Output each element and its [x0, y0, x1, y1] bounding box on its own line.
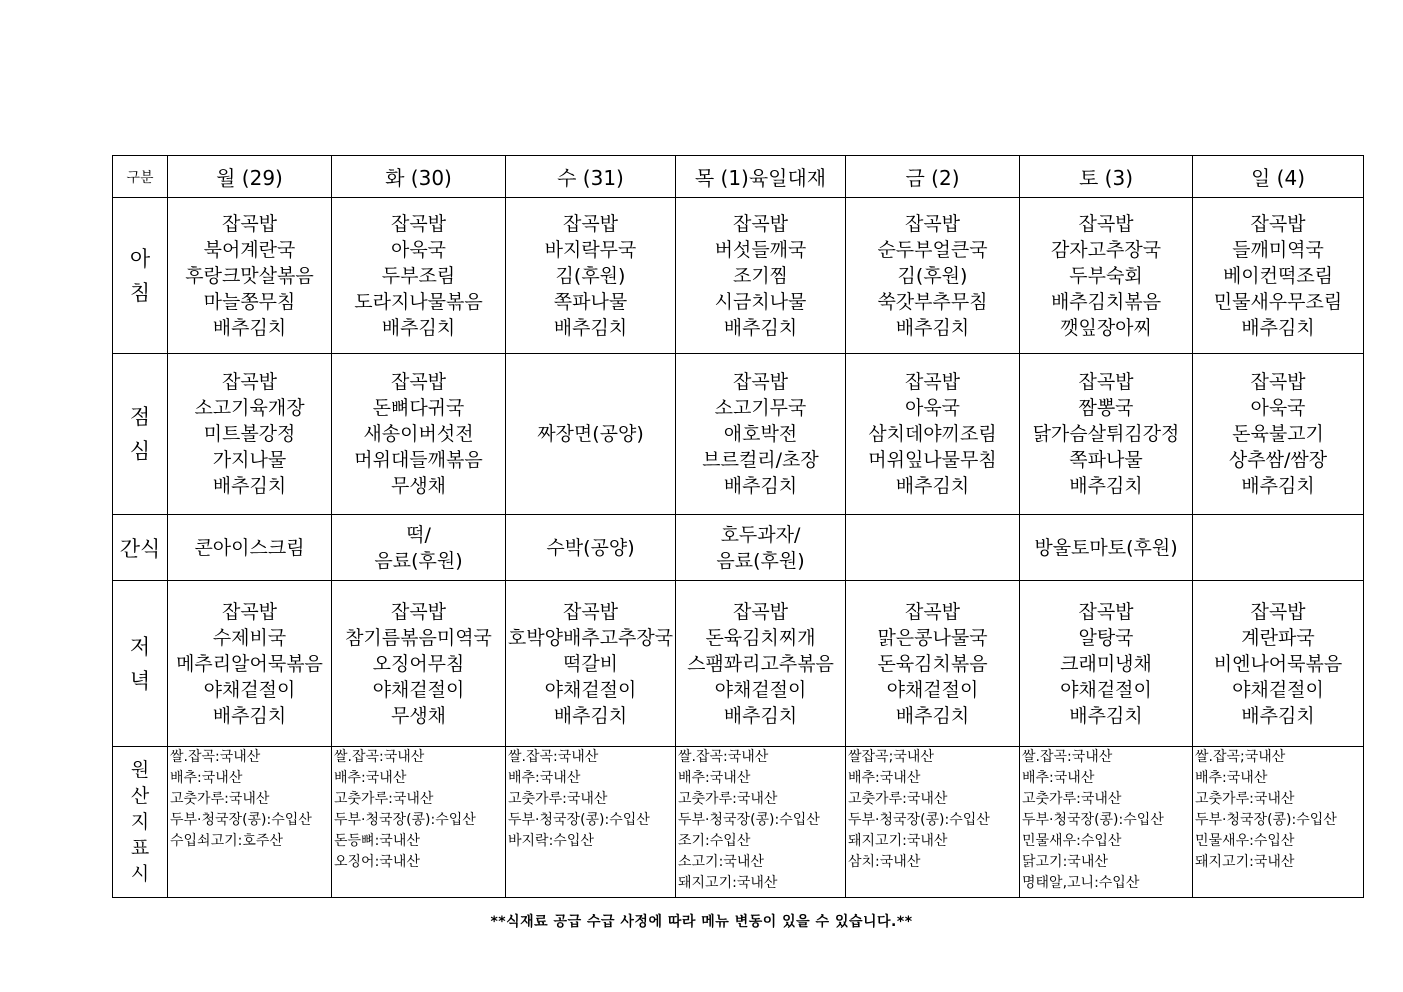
menu-item: 잡곡밥 [221, 212, 278, 235]
menu-item: 배추김치 [895, 316, 970, 339]
breakfast-cell [1020, 198, 1193, 354]
origin-item: 쌀.잡곡:국내산 [1022, 749, 1113, 765]
menu-item: 짬뽕국 [1078, 397, 1134, 419]
dinner-cell [676, 581, 846, 747]
menu-item: 메추리알어묵볶음 [176, 652, 323, 675]
menu-item: 떡/ [406, 523, 431, 546]
menu-item: 잡곡밥 [904, 600, 961, 623]
menu-item: 호박양배추고추장국 [507, 626, 674, 649]
origin-item: 고춧가루:국내산 [508, 791, 608, 807]
menu-item: 후랑크맛살볶음 [185, 264, 314, 287]
menu-item: 마늘쫑무침 [203, 290, 296, 313]
menu-item: 도라지나물볶음 [354, 290, 483, 313]
origin-item: 배추:국내산 [1195, 770, 1268, 786]
gubun-label: 구분 [113, 156, 168, 198]
origin-label-5: 시 [130, 863, 150, 885]
origin-item: 고춧가루:국내산 [678, 791, 778, 807]
menu-item: 깻잎장아찌 [1060, 316, 1152, 339]
origin-label [113, 747, 168, 898]
origin-item: 쌀.잡곡:국내산 [334, 749, 425, 765]
breakfast-row [113, 198, 1364, 354]
dinner-cell [506, 581, 676, 747]
footer-note: **식재료 공급 수급 사정에 따라 메뉴 변동이 있을 수 있습니다.** [490, 914, 913, 930]
day-header-mon: 월 (29) [168, 156, 332, 198]
menu-item: 잡곡밥 [904, 212, 961, 235]
menu-item: 음료(후원) [374, 549, 463, 572]
snack-row [113, 515, 1364, 581]
lunch-cell [168, 354, 332, 515]
menu-item: 무생채 [390, 704, 447, 727]
day-header-thu: 목 (1)육일대재 [676, 156, 846, 198]
menu-item: 시금치나물 [714, 290, 807, 313]
menu-item: 잡곡밥 [390, 212, 447, 235]
menu-item: 쪽파나물 [1069, 449, 1143, 471]
menu-item: 배추김치 [895, 475, 970, 497]
dinner-row [113, 581, 1364, 747]
breakfast-label-2: 침 [129, 280, 151, 305]
origin-item: 민물새우:수입산 [1195, 833, 1295, 849]
menu-item: 민물새우무조림 [1213, 290, 1343, 313]
origin-cell [168, 747, 332, 898]
menu-item: 배추김치볶음 [1050, 290, 1162, 313]
breakfast-label-1: 아 [129, 246, 151, 271]
menu-item: 애호박전 [723, 423, 798, 445]
origin-item: 고춧가루:국내산 [1195, 791, 1295, 807]
menu-item: 잡곡밥 [562, 212, 619, 235]
day-header-fri: 금 (2) [846, 156, 1020, 198]
menu-item: 배추김치 [1241, 316, 1315, 339]
origin-label-2: 산 [130, 785, 150, 807]
menu-item: 배추김치 [553, 316, 628, 339]
menu-item: 잡곡밥 [732, 212, 789, 235]
menu-item: 콘아이스크림 [194, 536, 305, 559]
origin-label-4: 표 [130, 837, 150, 859]
menu-item: 무생채 [390, 475, 447, 497]
origin-item: 배추:국내산 [170, 770, 243, 786]
lunch-cell [506, 354, 676, 515]
menu-item: 가지나물 [212, 449, 287, 471]
origin-label-1: 원 [130, 759, 150, 781]
menu-item: 돈육김치찌개 [705, 626, 816, 649]
dinner-cell [846, 581, 1020, 747]
weekly-menu-table [112, 155, 1364, 898]
menu-item: 닭가슴살튀김강정 [1032, 423, 1180, 445]
lunch-label [113, 354, 168, 515]
menu-item: 짜장면(공양) [537, 423, 644, 445]
menu-item: 크래미냉채 [1060, 652, 1152, 675]
origin-item: 삼치:국내산 [848, 854, 921, 870]
menu-item: 방울토마토(후원) [1034, 536, 1178, 559]
origin-cell [332, 747, 506, 898]
origin-item: 고춧가루:국내산 [334, 791, 434, 807]
menu-item: 머위잎나물무침 [868, 449, 997, 471]
origin-item: 배추:국내산 [1022, 770, 1095, 786]
dinner-label-1: 저 [129, 634, 151, 659]
menu-item: 감자고추장국 [1050, 238, 1162, 261]
header-row [113, 156, 1364, 198]
breakfast-label [113, 198, 168, 354]
menu-item: 야채겉절이 [1232, 678, 1324, 701]
menu-item: 돈육김치볶음 [877, 652, 988, 675]
menu-item: 들깨미역국 [1232, 238, 1324, 261]
menu-item: 음료(후원) [716, 549, 805, 572]
menu-item: 삼치데야끼조림 [868, 423, 997, 445]
lunch-label-1: 점 [129, 405, 151, 429]
day-header-tue: 화 (30) [332, 156, 506, 198]
origin-cell [676, 747, 846, 898]
day-header-sun: 일 (4) [1193, 156, 1364, 198]
origin-item: 돼지고기:국내산 [1195, 854, 1295, 870]
origin-item: 배추:국내산 [508, 770, 581, 786]
menu-item: 오징어무침 [372, 652, 465, 675]
day-header-wed: 수 (31) [506, 156, 676, 198]
origin-item: 고춧가루:국내산 [1022, 791, 1122, 807]
menu-item: 배추김치 [212, 475, 287, 497]
menu-item: 야채겉절이 [1060, 678, 1152, 701]
menu-item: 미트볼강정 [203, 423, 296, 445]
menu-item: 머위대들깨볶음 [354, 449, 483, 471]
menu-item: 야채겉절이 [886, 678, 979, 701]
origin-item: 명태알,고니:수입산 [1022, 875, 1140, 891]
breakfast-cell [676, 198, 846, 354]
snack-cell [506, 515, 676, 581]
menu-item: 잡곡밥 [221, 600, 278, 623]
dinner-label [113, 581, 168, 747]
menu-item: 잡곡밥 [904, 371, 961, 393]
menu-item: 잡곡밥 [390, 600, 447, 623]
menu-item: 배추김치 [1069, 475, 1143, 497]
origin-row [113, 747, 1364, 898]
menu-item: 순두부얼큰국 [877, 238, 988, 261]
origin-item: 배추:국내산 [678, 770, 751, 786]
menu-item: 브르컬리/초장 [702, 449, 819, 471]
menu-item: 잡곡밥 [221, 371, 278, 393]
origin-item: 돈등뼈:국내산 [334, 833, 420, 849]
menu-item: 새송이버섯전 [363, 423, 474, 445]
menu-item: 잡곡밥 [562, 600, 619, 623]
origin-item: 두부·청국장(콩):수입산 [170, 812, 312, 828]
origin-item: 두부·청국장(콩):수입산 [508, 812, 650, 828]
lunch-cell [1020, 354, 1193, 515]
menu-item: 배추김치 [723, 316, 798, 339]
dinner-cell [332, 581, 506, 747]
menu-item: 야채겉절이 [203, 678, 296, 701]
menu-item: 수박(공양) [546, 536, 635, 559]
origin-item: 닭고기:국내산 [1022, 854, 1108, 870]
menu-item: 야채겉절이 [544, 678, 637, 701]
origin-label-3: 지 [130, 811, 150, 833]
menu-item: 잡곡밥 [390, 371, 447, 393]
menu-item: 두부조림 [381, 264, 456, 287]
menu-item: 배추김치 [723, 475, 798, 497]
menu-item: 배추김치 [1241, 475, 1315, 497]
origin-item: 오징어:국내산 [334, 854, 420, 870]
menu-item: 배추김치 [1241, 704, 1315, 727]
menu-item: 배추김치 [381, 316, 456, 339]
origin-item: 바지락:수입산 [508, 833, 594, 849]
dinner-cell [1020, 581, 1193, 747]
menu-item: 소고기무국 [714, 397, 807, 419]
menu-item: 호두과자/ [720, 523, 801, 546]
menu-item: 계란파국 [1241, 626, 1315, 649]
origin-item: 조기:수입산 [678, 833, 751, 849]
menu-item: 배추김치 [212, 316, 287, 339]
lunch-cell [1193, 354, 1364, 515]
menu-item: 맑은콩나물국 [877, 626, 988, 649]
day-header-sat: 토 (3) [1020, 156, 1193, 198]
menu-item: 배추김치 [212, 704, 287, 727]
menu-item: 돈육불고기 [1232, 423, 1324, 445]
origin-item: 쌀잡곡;국내산 [848, 749, 934, 765]
menu-item: 배추김치 [723, 704, 798, 727]
snack-cell [1193, 515, 1364, 581]
origin-item: 두부·청국장(콩):수입산 [678, 812, 820, 828]
menu-item: 야채겉절이 [714, 678, 807, 701]
menu-item: 비엔나어묵볶음 [1213, 652, 1343, 675]
menu-item: 두부숙회 [1069, 264, 1143, 287]
dinner-cell [1193, 581, 1364, 747]
snack-label: 간식 [113, 515, 168, 581]
breakfast-cell [332, 198, 506, 354]
menu-item: 잡곡밥 [732, 600, 789, 623]
lunch-row [113, 354, 1364, 515]
menu-item: 배추김치 [895, 704, 970, 727]
snack-cell [168, 515, 332, 581]
origin-item: 쌀.잡곡:국내산 [508, 749, 599, 765]
origin-cell [1020, 747, 1193, 898]
menu-item: 잡곡밥 [732, 371, 789, 393]
menu-item: 베이컨떡조림 [1222, 264, 1334, 287]
origin-item: 쌀.잡곡;국내산 [1195, 749, 1286, 765]
menu-item: 스팸꽈리고추볶음 [687, 652, 834, 675]
menu-item: 돈뼈다귀국 [372, 397, 465, 419]
origin-item: 쌀.잡곡:국내산 [678, 749, 769, 765]
lunch-label-2: 심 [129, 439, 151, 463]
origin-item: 쌀.잡곡:국내산 [170, 749, 261, 765]
breakfast-cell [168, 198, 332, 354]
snack-cell [1020, 515, 1193, 581]
menu-item: 잡곡밥 [1250, 371, 1306, 393]
menu-item: 수제비국 [212, 626, 287, 649]
menu-item: 배추김치 [1069, 704, 1143, 727]
menu-item: 버섯들깨국 [714, 238, 807, 261]
menu-item: 잡곡밥 [1250, 212, 1306, 235]
origin-item: 민물새우:수입산 [1022, 833, 1122, 849]
menu-item: 알탕국 [1078, 626, 1134, 649]
dinner-cell [168, 581, 332, 747]
menu-item: 아욱국 [390, 238, 447, 261]
menu-item: 소고기육개장 [194, 397, 305, 419]
origin-item: 돼지고기:국내산 [678, 875, 778, 891]
menu-item: 잡곡밥 [1078, 371, 1134, 393]
origin-cell [1193, 747, 1364, 898]
lunch-cell [332, 354, 506, 515]
origin-item: 고춧가루:국내산 [848, 791, 948, 807]
origin-item: 두부·청국장(콩):수입산 [1022, 812, 1164, 828]
menu-item: 잡곡밥 [1078, 212, 1134, 235]
menu-item: 김(후원) [555, 264, 626, 287]
origin-cell [846, 747, 1020, 898]
menu-item: 바지락무국 [544, 238, 637, 261]
breakfast-cell [506, 198, 676, 354]
menu-item: 떡갈비 [562, 652, 619, 675]
breakfast-cell [846, 198, 1020, 354]
lunch-cell [676, 354, 846, 515]
menu-item: 아욱국 [904, 397, 961, 419]
origin-item: 두부·청국장(콩):수입산 [334, 812, 476, 828]
origin-item: 돼지고기:국내산 [848, 833, 948, 849]
snack-cell [846, 515, 1020, 581]
menu-item: 쑥갓부추무침 [877, 290, 988, 313]
snack-cell [332, 515, 506, 581]
snack-cell [676, 515, 846, 581]
origin-item: 수입쇠고기:호주산 [170, 833, 283, 849]
dinner-label-2: 녁 [129, 668, 151, 693]
menu-item: 김(후원) [897, 264, 968, 287]
origin-item: 두부·청국장(콩):수입산 [1195, 812, 1337, 828]
origin-item: 고춧가루:국내산 [170, 791, 270, 807]
menu-item: 상추쌈/쌈장 [1228, 449, 1328, 471]
menu-item: 잡곡밥 [1078, 600, 1134, 623]
menu-item: 배추김치 [553, 704, 628, 727]
origin-item: 소고기:국내산 [678, 854, 764, 870]
menu-item: 잡곡밥 [1250, 600, 1306, 623]
menu-item: 조기찜 [732, 264, 789, 287]
menu-item: 아욱국 [1250, 397, 1306, 419]
breakfast-cell [1193, 198, 1364, 354]
origin-item: 배추:국내산 [334, 770, 407, 786]
origin-item: 두부·청국장(콩):수입산 [848, 812, 990, 828]
menu-item: 야채겉절이 [372, 678, 465, 701]
menu-item: 북어계란국 [203, 238, 296, 261]
menu-item: 참기름볶음미역국 [345, 626, 492, 649]
menu-item: 쪽파나물 [553, 290, 628, 313]
lunch-cell [846, 354, 1020, 515]
origin-cell [506, 747, 676, 898]
origin-item: 배추:국내산 [848, 770, 921, 786]
